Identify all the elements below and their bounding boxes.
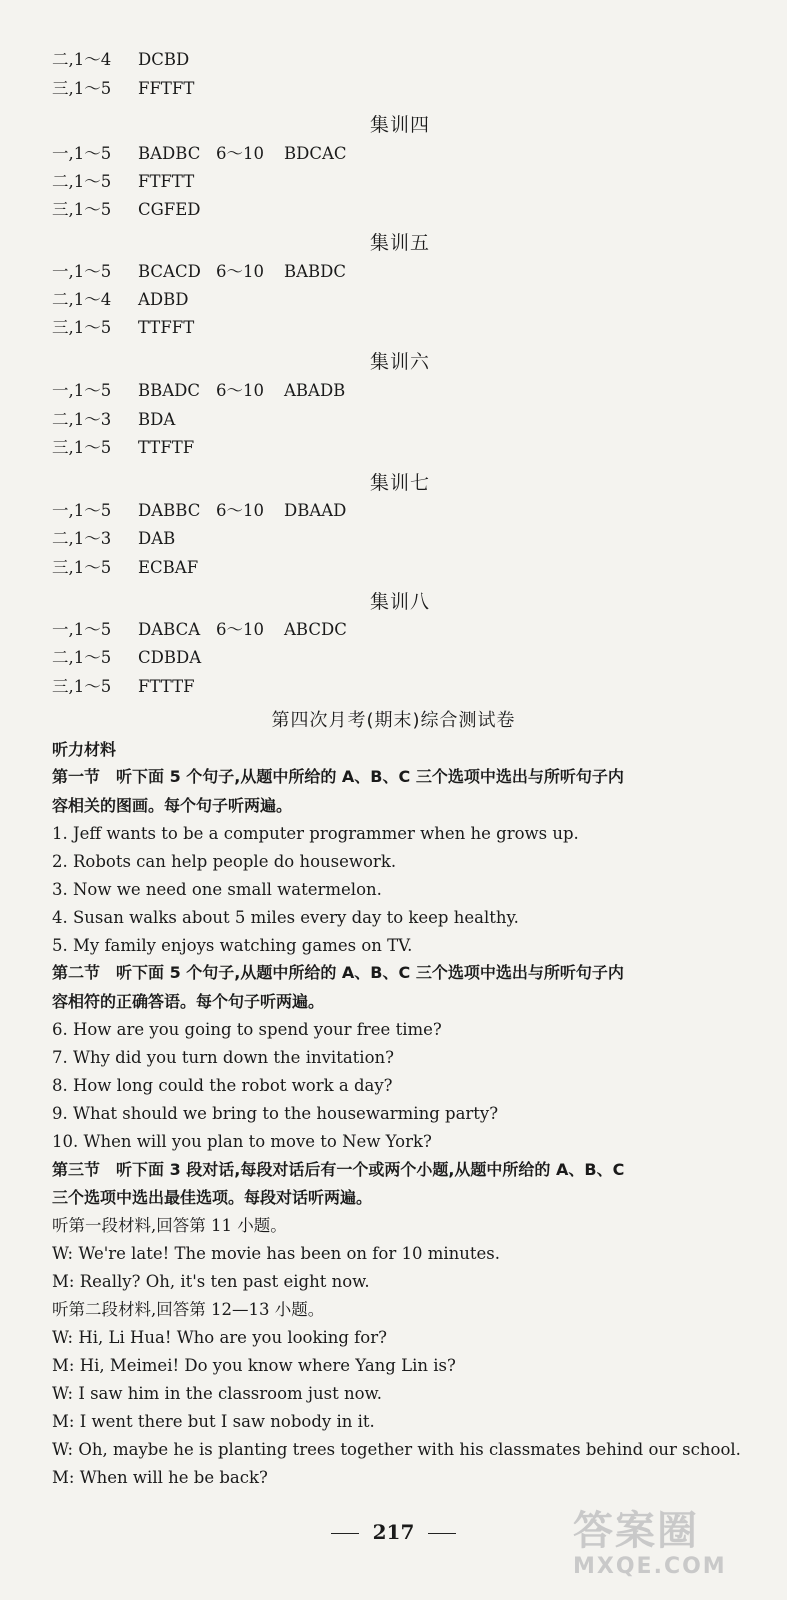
sentence-item: 8. How long could the robot work a day?: [52, 1076, 393, 1095]
dialogue-line: W: Hi, Li Hua! Who are you looking for?: [52, 1328, 387, 1347]
answer-row: 二,1～3 BDA: [52, 410, 176, 429]
answer-row: 三,1～5 ECBAF: [52, 558, 199, 577]
dialogue-line: M: Really? Oh, it's ten past eight now.: [52, 1272, 370, 1291]
listening-title: 听力材料: [52, 740, 117, 759]
answer-row: 三,1～5 FFTFT: [52, 79, 195, 98]
section-heading: 集训五: [370, 232, 431, 254]
dialogue-line: M: Hi, Meimei! Do you know where Yang Lin is?: [52, 1356, 456, 1375]
section-heading: 集训四: [370, 114, 431, 136]
sentence-item: 5. My family enjoys watching games on TV.: [52, 936, 413, 955]
part-instruction: 第三节 听下面 3 段对话,每段对话后有一个或两个小题,从题中所给的 A、B、C: [52, 1160, 625, 1179]
exam-title: 第四次月考(期末)综合测试卷: [271, 710, 516, 731]
part-instruction: 第一节 听下面 5 个句子,从题中所给的 A、B、C 三个选项中选出与所听句子内: [52, 767, 624, 786]
answer-row: 二,1～4 DCBD: [52, 50, 190, 69]
answer-row: 一,1～5 BBADC 6～10 ABADB: [52, 381, 346, 400]
watermark-logo: 答案圈 MXQE.COM: [573, 1508, 727, 1579]
answer-row: 二,1～4 ADBD: [52, 290, 189, 309]
section-heading: 集训七: [370, 472, 431, 494]
part-instruction: 容相符的正确答语。每个句子听两遍。: [52, 992, 325, 1011]
part-instruction: 第二节 听下面 5 个句子,从题中所给的 A、B、C 三个选项中选出与所听句子内: [52, 963, 624, 982]
sentence-item: 4. Susan walks about 5 miles every day to keep healthy.: [52, 908, 519, 927]
dialogue-line: W: We're late! The movie has been on for 10 minutes.: [52, 1244, 500, 1263]
dialogue-line: 听第一段材料,回答第 11 小题。: [52, 1216, 287, 1235]
sentence-item: 1. Jeff wants to be a computer programmer when he grows up.: [52, 824, 579, 843]
sentence-item: 6. How are you going to spend your free time?: [52, 1020, 442, 1039]
answer-row: 一,1～5 BADBC 6～10 BDCAC: [52, 144, 347, 163]
dialogue-line: W: I saw him in the classroom just now.: [52, 1384, 382, 1403]
page-number-dash: [331, 1533, 359, 1534]
section-heading: 集训八: [370, 591, 431, 613]
answer-row: 二,1～5 CDBDA: [52, 648, 202, 667]
answer-row: 一,1～5 DABCA 6～10 ABCDC: [52, 620, 347, 639]
dialogue-line: M: When will he be back?: [52, 1468, 268, 1487]
dialogue-line: M: I went there but I saw nobody in it.: [52, 1412, 375, 1431]
sentence-item: 9. What should we bring to the housewarming party?: [52, 1104, 499, 1123]
answer-row: 一,1～5 DABBC 6～10 DBAAD: [52, 501, 347, 520]
sentence-item: 2. Robots can help people do housework.: [52, 852, 397, 871]
answer-row: 三,1～5 TTFTF: [52, 438, 195, 457]
part-instruction: 三个选项中选出最佳选项。每段对话听两遍。: [52, 1188, 373, 1207]
sentence-item: 3. Now we need one small watermelon.: [52, 880, 382, 899]
sentence-item: 10. When will you plan to move to New York?: [52, 1132, 432, 1151]
dialogue-line: 听第二段材料,回答第 12—13 小题。: [52, 1300, 325, 1319]
answer-row: 二,1～3 DAB: [52, 529, 176, 548]
answer-row: 三,1～5 FTTTF: [52, 677, 195, 696]
section-heading: 集训六: [370, 351, 431, 373]
answer-row: 三,1～5 TTFFT: [52, 318, 195, 337]
answer-row: 三,1～5 CGFED: [52, 200, 201, 219]
answer-row: 一,1～5 BCACD 6～10 BABDC: [52, 262, 347, 281]
sentence-item: 7. Why did you turn down the invitation?: [52, 1048, 394, 1067]
answer-row: 二,1～5 FTFTT: [52, 172, 195, 191]
dialogue-line: W: Oh, maybe he is planting trees together with his classmates behind our school.: [52, 1440, 741, 1459]
page-number: 217: [0, 1520, 787, 1544]
page-number-dash: [428, 1533, 456, 1534]
part-instruction: 容相关的图画。每个句子听两遍。: [52, 796, 293, 815]
